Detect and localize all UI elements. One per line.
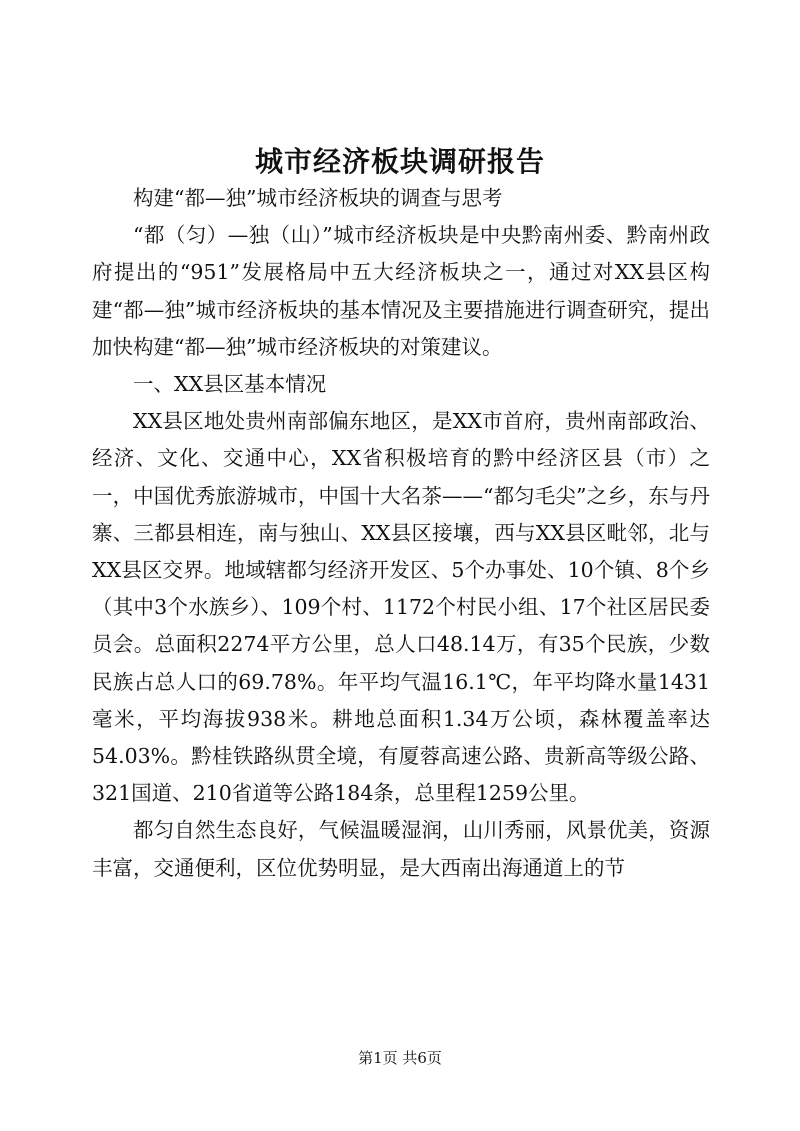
document-body <box>92 180 710 887</box>
overview-paragraph: XX县区地处贵州南部偏东地区，是XX市首府，贵州南部政治、经济、文化、交通中心，XX省积极培育的黔中经济区县（市）之一，中国优秀旅游城市，中国十大名茶——“都匀毛尖”之乡，东与丹寨、三都县相连，南与独山、XX县区接壤，西与XX县区毗邻，北与XX县区交界。地域辖都匀经济开发区、5个办事处、10个镇、8个乡（其中3个水族乡）、109个村、1172个村民小组、17个社区居民委员会。总面积2274平方公里，总人口48.14万，有35个民族，少数民族占总人口的69.78%。年平均气温16.1℃，年平均降水量1431毫米，平均海拔938米。耕地总面积1.34万公顷，森林覆盖率达54.03%。黔桂铁路纵贯全境，有厦蓉高速公路、贵新高等级公路、321国道、210省道等公路184条，总里程1259公里。 <box>92 409 710 806</box>
section-heading: 一、XX县区基本情况 <box>133 372 327 397</box>
page-number: 第1页 共6页 <box>358 1049 442 1067</box>
intro-paragraph: “都（匀）—独（山）”城市经济板块是中央黔南州委、黔南州政府提出的“951”发展格局中五大经济板块之一，通过对XX县区构建“都—独”城市经济板块的基本情况及主要措施进行调查研究，提出加快构建“都—独”城市经济板块的对策建议。 <box>92 223 710 359</box>
subtitle-paragraph: 构建“都—独”城市经济板块的调查与思考 <box>133 186 503 210</box>
document-title: 城市经济板块调研报告 <box>254 145 545 178</box>
ecology-paragraph: 都匀自然生态良好，气候温暖湿润，山川秀丽，风景优美，资源丰富，交通便利，区位优势明显，是大西南出海通道上的节 <box>92 818 710 880</box>
